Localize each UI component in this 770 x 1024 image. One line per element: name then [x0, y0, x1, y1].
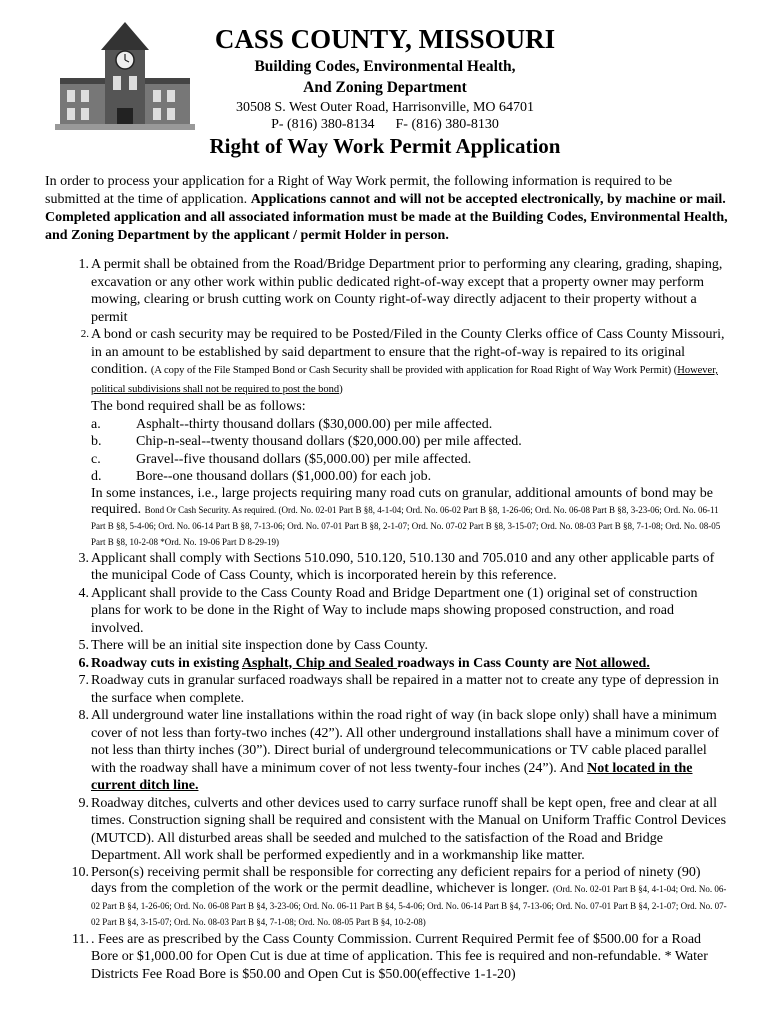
- list-item: [45, 637, 728, 655]
- list-item: [45, 795, 728, 865]
- bond-intro: The bond required shall be as follows:: [91, 399, 306, 414]
- bond-letter: c.: [91, 451, 101, 467]
- item-text: All underground water line installations within the road right of way (in back slope only) shall have a minimum cover of not less than forty-two inches (42”). All other underground installations shall have a minimum cover of not less than thirty inches (30”). Direct burial of underground telecommunications or TV cable placed parallel with the roadway shall have a minimum cover of not less twenty-four inches (24”). And: [91, 708, 720, 776]
- item-number: 2.: [80, 328, 89, 340]
- bond-letter: b.: [91, 434, 102, 449]
- bond-extra: [91, 486, 728, 550]
- item-number: 4.: [78, 585, 89, 601]
- list-item: [45, 707, 728, 795]
- list-item: [45, 585, 728, 638]
- item-number: 10.: [71, 864, 89, 880]
- item-number: 11.: [72, 931, 89, 947]
- item-text: A permit shall be obtained from the Road/Bridge Department prior to performing any clearing, grading, shaping, excavation or any other work within public dedicated right-of-way except that a property owner may perform mowing, clearing or brush cutting work on County right-of-way directly adjacent to their property without a permit: [91, 257, 723, 325]
- item-number: 1.: [78, 257, 89, 272]
- requirements-list: [45, 256, 728, 983]
- item-number: 8.: [78, 708, 89, 723]
- item-note: (A copy of the File Stamped Bond or Cash Security shall be provided with application for Road Right of Way Work Permit) (: [150, 365, 678, 376]
- item-ordinance-citation: (Ord. No. 02-01 Part B §4, 4-1-04; Ord. No. 06-02 Part B §4, 1-26-06; Ord. No. 06-08 Part B §4, 3-23-06; Ord. No. 06-11 Part B §4, 5-4-06; Ord. No. 06-14 Part B §4, 7-13-06; Ord. No. 07-01 Part B §4, 2-1-07; Ord. No. 07-02 Part B §4, 3-15-07; Ord. No. 08-03 Part B §4, 7-1-08; Ord. No. 08-05 Part B §4, 10-2-08): [91, 884, 727, 927]
- item-text: There will be an initial site inspection done by Cass County.: [91, 638, 428, 653]
- item-note-end: ): [339, 383, 343, 395]
- bond-text: Gravel--five thousand dollars ($5,000.00) per mile affected.: [136, 451, 472, 467]
- intro-paragraph: [45, 173, 728, 245]
- department-name-line2: And Zoning Department: [303, 79, 467, 96]
- item-text: Applicant shall provide to the Cass County Road and Bridge Department one (1) original set of construction plans for work to be done in the Right of Way to include maps showing proposed construction, and road involved.: [91, 585, 698, 636]
- item-text: Roadway cuts in existing: [91, 655, 242, 671]
- list-item: [45, 256, 728, 326]
- courthouse-logo: [55, 20, 195, 130]
- item-text-underlined: Asphalt, Chip and Sealed: [241, 655, 398, 671]
- item-text: A bond or cash security may be required to be Posted/Filed in the County Clerks office of Cass County Missouri, in an amount to be established by said department to ensure that the right-of-way is repaired to its original condition.: [91, 327, 725, 377]
- item-number: 5.: [78, 638, 89, 653]
- list-item: [45, 550, 728, 585]
- bond-text: Chip-n-seal--twenty thousand dollars ($20,000.00) per mile affected.: [136, 434, 522, 449]
- bond-item: [91, 416, 728, 434]
- list-item: [45, 672, 728, 707]
- department-phone-fax: P- (816) 380-8134 F- (816) 380-8130: [271, 117, 499, 132]
- item-number: 9.: [78, 795, 89, 811]
- bond-text: Asphalt--thirty thousand dollars ($30,000.00) per mile affected.: [136, 416, 493, 432]
- bond-extra-text: In some instances, i.e., large projects requiring many road cuts on granular, additional amounts of bond may be required.: [91, 485, 714, 517]
- item-text: roadways in Cass County are: [397, 655, 576, 671]
- intro-bold-text: Applications cannot and will not be accepted electronically, by machine or mail. Completed application and all associated information must be made at the Building Codes, Environmental Health, and Zoning Department by the applicant / permit Holder in person.: [45, 192, 728, 243]
- item-number: 3.: [78, 550, 89, 566]
- list-item: [45, 326, 728, 550]
- item-text-underlined: Not allowed.: [575, 655, 650, 671]
- intro-text: In order to process your application for a Right of Way Work permit, the following information is required to be submitted at the time of application.: [45, 174, 673, 207]
- list-item: [45, 931, 728, 984]
- bond-ordinance-citation: Bond Or Cash Security. As required. (Ord. No. 02-01 Part B §8, 4-1-04; Ord. No. 06-02 Part B §8, 1-26-06; Ord. No. 06-08 Part B §8, 3-23-06; Ord. No. 06-11 Part B §8, 5-4-06; Ord. No. 06-14 Part B §8, 7-13-06; Ord. No. 07-01 Part B §8, 2-1-07; Ord. No. 07-02 Part B §8, 3-15-07; Ord. No. 08-03 Part B §8, 7-1-08; Ord. No. 08-05 Part B §8, 10-2-08 *Ord. No. 19-06 Part D 8-29-19): [91, 504, 721, 547]
- item-text: Roadway cuts in granular surfaced roadways shall be repaired in a matter not to create any type of depression in the surface when complete.: [91, 673, 719, 706]
- item-text: Applicant shall comply with Sections 510.090, 510.120, 510.130 and 705.010 and any other applicable parts of the municipal Code of Cass County, which is incorporated herein by this reference.: [91, 550, 715, 583]
- item-text-bold-underlined: Not located in the current ditch line.: [91, 760, 693, 793]
- item-note-underlined: However, political subdivisions shall not be required to post the bond: [91, 365, 718, 395]
- bond-item: [91, 468, 728, 486]
- bond-text: Bore--one thousand dollars ($1,000.00) for each job.: [136, 469, 432, 484]
- list-item: [45, 865, 728, 931]
- bond-letter: a.: [91, 416, 101, 432]
- county-title: CASS COUNTY, MISSOURI: [214, 24, 556, 54]
- department-address: 30508 S. West Outer Road, Harrisonville, MO 64701: [235, 100, 535, 115]
- item-number: 6.: [78, 655, 89, 671]
- bond-item: [91, 433, 728, 451]
- item-text: . Fees are as prescribed by the Cass County Commission. Current Required Permit fee of $500.00 for a Road Bore or $1,000.00 for Open Cut is due at time of application. This fee is required and non-refundable. * Water Districts Fee Road Bore is $50.00 and Open Cut is $50.00(effective 1-1-20): [91, 931, 708, 982]
- list-item: [45, 655, 728, 673]
- bond-item: [91, 451, 728, 469]
- department-name-line1: Building Codes, Environmental Health,: [254, 58, 516, 75]
- bond-list: [91, 416, 728, 486]
- item-number: 7.: [78, 673, 89, 688]
- item-text: Person(s) receiving permit shall be responsible for correcting any deficient repairs for a period of ninety (90) days from the completion of the work or the permit deadline, whichever is longer.: [91, 864, 701, 896]
- bond-letter: d.: [91, 469, 102, 484]
- permit-title: Right of Way Work Permit Application: [209, 134, 561, 158]
- item-text: Roadway ditches, culverts and other devices used to carry surface runoff shall be kept open, free and clear at all times. Construction signing shall be required and consistent with the Manual on Uniform Traffic Control Devices (MUTCD). All disturbed areas shall be seeded and mulched to the satisfaction of the Road and Bridge Department. All work shall be performed expediently and in a workmanship like matter.: [91, 795, 727, 863]
